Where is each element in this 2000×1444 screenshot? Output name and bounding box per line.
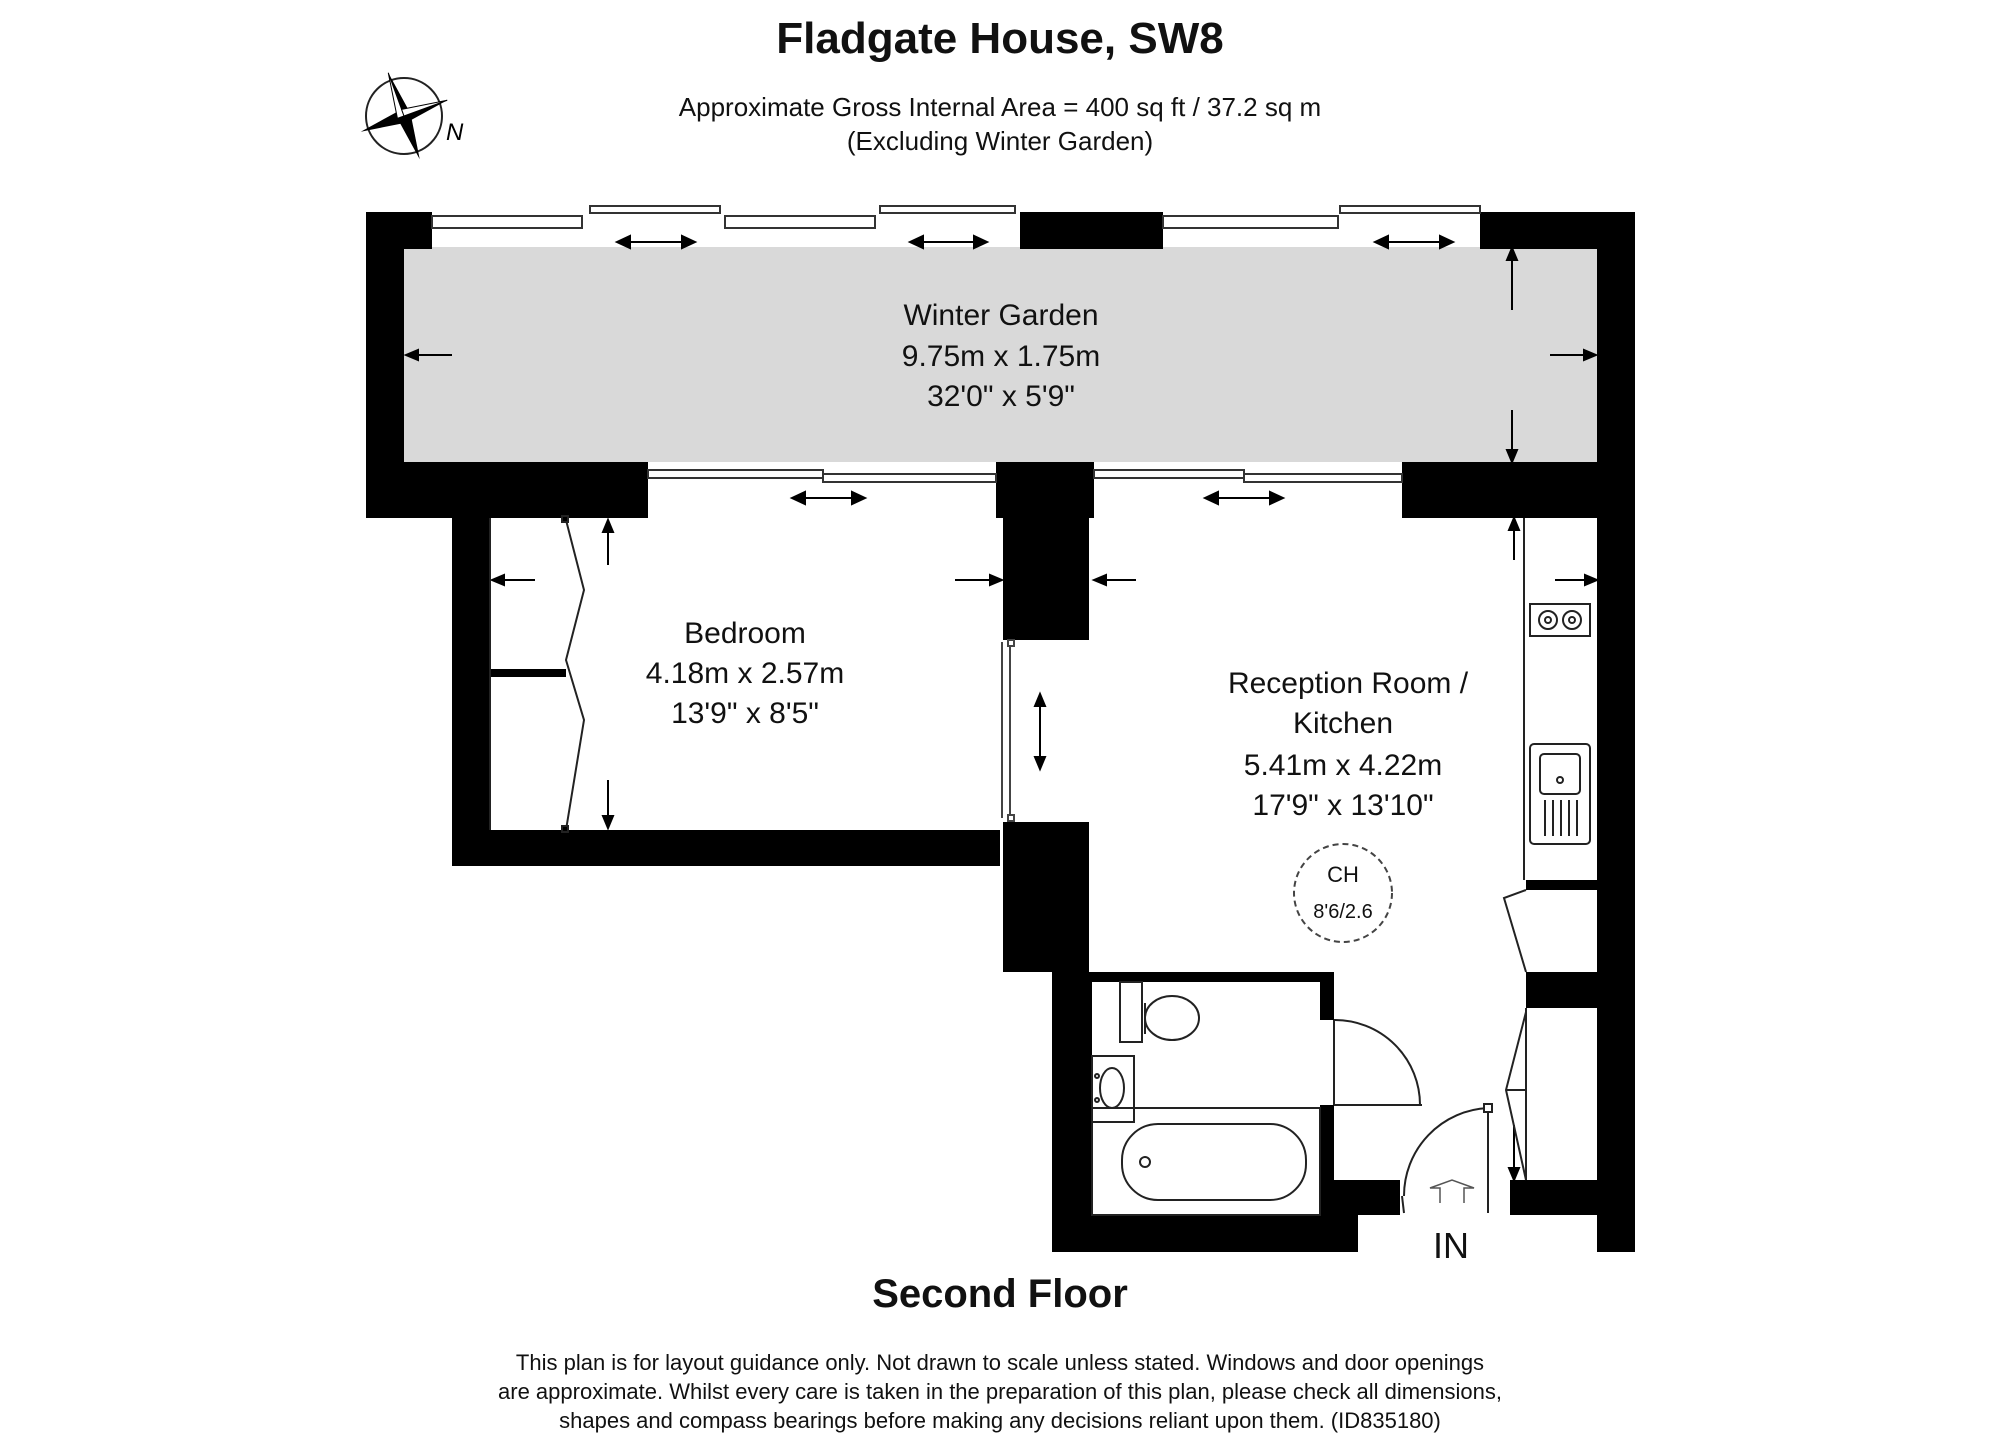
bathroom: [1092, 982, 1492, 1215]
reception-name-line1: Reception Room /: [1227, 667, 1469, 700]
entrance-arrow-icon: [1430, 1180, 1474, 1203]
top-windows: [432, 206, 1480, 228]
bedroom-imperial: 13'9" x 8'5": [671, 697, 819, 730]
winter-garden-imperial: 32'0" x 5'9": [927, 380, 1075, 413]
bedroom-name: Bedroom: [684, 617, 806, 650]
compass-north-label: N: [446, 119, 464, 146]
winter-garden-name: Winter Garden: [903, 299, 1099, 332]
ceiling-height-value: 8'6/2.6: [1313, 901, 1373, 923]
basin-icon: [1092, 1056, 1134, 1122]
reception-imperial: 17'9" x 13'10": [1252, 789, 1434, 822]
disclaimer-line: are approximate. Whilst every care is taken in the preparation of this plan, please check all dimensions,: [498, 1379, 1502, 1404]
bathroom-door-swing: [1334, 1020, 1420, 1105]
bedroom-door: [1002, 640, 1014, 821]
disclaimer-line: shapes and compass bearings before making any decisions reliant upon them. (ID835180): [559, 1408, 1441, 1433]
ceiling-height-marker: [1294, 844, 1392, 942]
reception-metric: 5.41m x 4.22m: [1243, 749, 1443, 782]
toilet-icon: [1145, 996, 1199, 1040]
entrance-label: IN: [1433, 1225, 1469, 1266]
disclaimer-line: This plan is for layout guidance only. Not drawn to scale unless stated. Windows and door openings: [515, 1350, 1485, 1375]
disclaimer: [200, 1348, 1800, 1435]
bedroom-metric: 4.18m x 2.57m: [645, 657, 845, 690]
reception-name-line2: Kitchen: [1292, 707, 1394, 740]
kitchen-units: [1524, 518, 1590, 880]
gross-internal-area: Approximate Gross Internal Area = 400 sq ft / 37.2 sq m: [678, 92, 1322, 122]
plan-title: Fladgate House, SW8: [776, 14, 1224, 63]
area-exclusion-note: (Excluding Winter Garden): [846, 126, 1154, 156]
ceiling-height-label: CH: [1327, 862, 1359, 887]
toilet-cistern-icon: [1120, 982, 1142, 1042]
winter-garden-metric: 9.75m x 1.75m: [901, 340, 1101, 373]
floor-label: Second Floor: [872, 1272, 1128, 1316]
compass-icon: [345, 57, 464, 175]
